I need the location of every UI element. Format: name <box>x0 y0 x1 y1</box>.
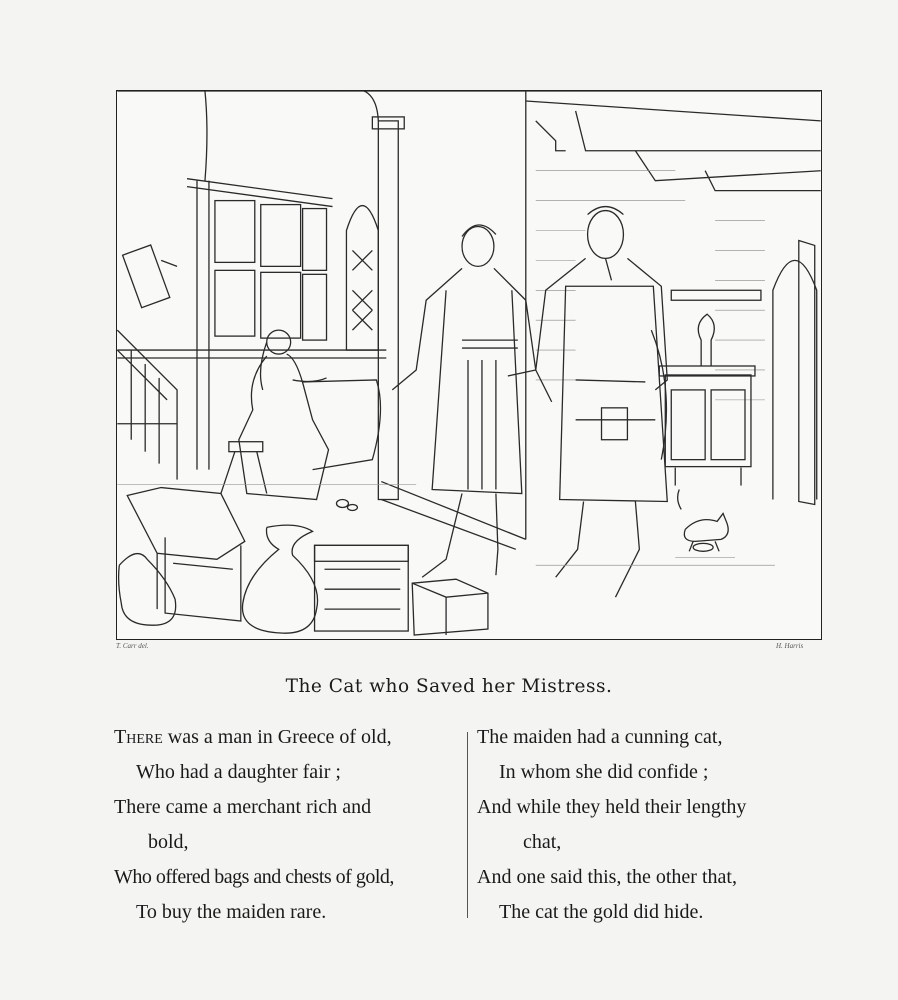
chests-and-bags <box>119 488 488 635</box>
right-stanza-line-6: The cat the gold did hide. <box>499 901 704 923</box>
left-stanza-line-5: Who offered bags and chests of gold, <box>114 866 394 888</box>
merchant-figure <box>508 207 667 598</box>
right-stanza-line-4: chat, <box>523 831 562 853</box>
right-stanza-line-5: And one said this, the other that, <box>477 866 737 888</box>
column-divider <box>467 732 468 918</box>
room-architecture <box>117 91 820 549</box>
left-stanza-line-4: bold, <box>148 831 189 853</box>
floor-lines <box>117 485 775 566</box>
poem-title: The Cat who Saved her Mistress. <box>285 676 613 697</box>
left-stanza-line-6: To buy the maiden rare. <box>136 901 327 923</box>
left-stanza <box>114 720 458 930</box>
right-stanza-line-1: The maiden had a cunning cat, <box>477 726 723 748</box>
artist-credit: T. Carr del. <box>116 642 149 650</box>
engraver-credit: H. Harris <box>776 642 804 650</box>
left-stanza-line-2: Who had a daughter fair ; <box>136 761 341 783</box>
right-stanza-line-3: And while they held their lengthy <box>477 796 747 818</box>
drop-word: There <box>114 726 163 748</box>
maiden-figure <box>221 330 381 510</box>
left-stanza-line-1 <box>114 720 458 755</box>
engraving-illustration <box>116 90 822 640</box>
line-text: was a man in Greece of old, <box>162 726 392 748</box>
cat-figure <box>678 490 729 552</box>
young-man-figure <box>392 225 551 577</box>
engraving-drawing <box>117 91 821 639</box>
left-stanza-line-3: There came a merchant rich and <box>114 796 372 818</box>
right-stanza <box>477 720 821 930</box>
right-stanza-line-2: In whom she did confide ; <box>499 761 709 783</box>
